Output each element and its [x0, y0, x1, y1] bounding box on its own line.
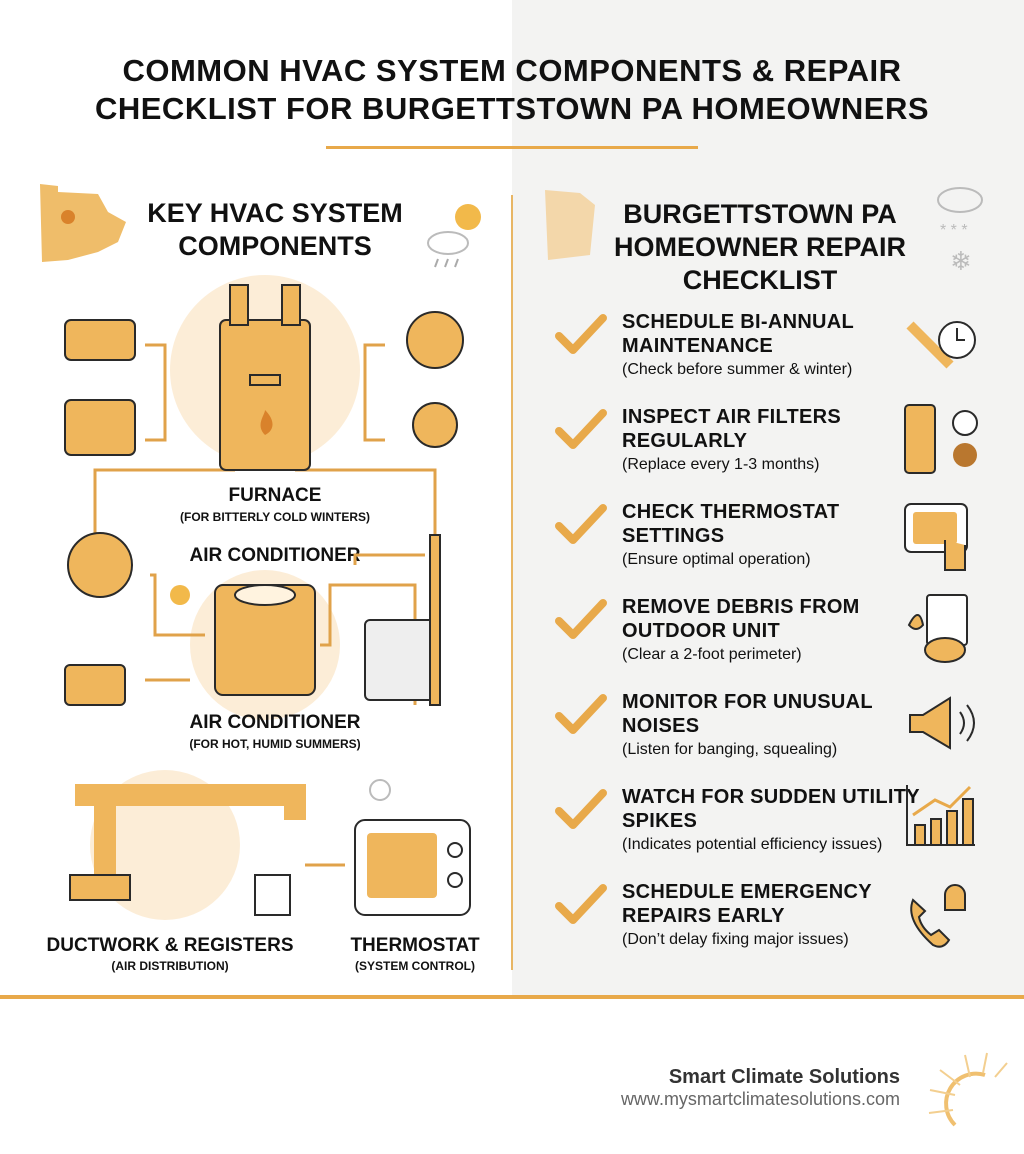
wrench-clock-icon — [905, 310, 980, 380]
checklist-heading: BURGETTSTOWN PA HOMEOWNER REPAIR CHECKLIST — [613, 199, 906, 295]
item-title: SCHEDULE BI-ANNUAL MAINTENANCE — [622, 311, 854, 357]
furnace-label: FURNACE — [228, 485, 322, 506]
furnace-diagram — [55, 270, 475, 480]
checklist-item — [555, 310, 1015, 400]
sun-outline-icon — [370, 780, 390, 800]
ductwork-label: DUCTWORK & REGISTERS — [46, 935, 294, 956]
page-title: COMMON HVAC SYSTEM COMPONENTS & REPAIR CHECKLIST FOR BURGETTSTOWN PA HOMEOWNERS — [94, 53, 930, 126]
checkmark-icon — [555, 502, 607, 546]
title-underline — [326, 146, 698, 149]
item-description: (Listen for banging, squealing) — [622, 741, 838, 758]
item-title: SCHEDULE EMERGENCY REPAIRS EARLY — [622, 881, 872, 927]
air-conditioner-diagram — [55, 525, 475, 715]
ductwork-sublabel: (AIR DISTRIBUTION) — [111, 959, 229, 973]
svg-text:* * *: * * * — [940, 222, 968, 239]
valve-pipe-icon — [430, 535, 440, 705]
item-title: INSPECT AIR FILTERS REGULARLY — [622, 406, 842, 452]
item-description: (Clear a 2-foot perimeter) — [622, 646, 802, 663]
air-filter-icon — [905, 405, 980, 475]
rising-chart-icon — [905, 785, 980, 855]
checklist-item — [555, 785, 1015, 875]
item-title: REMOVE DEBRIS FROM OUTDOOR UNIT — [622, 596, 860, 642]
brand-name: Smart Climate Solutions — [668, 1066, 900, 1088]
pump-icon — [65, 665, 125, 705]
checklist-item — [555, 405, 1015, 495]
brand-block — [621, 1066, 900, 1110]
burner-icon — [65, 320, 135, 360]
megaphone-icon — [905, 690, 980, 760]
item-title: MONITOR FOR UNUSUAL NOISES — [622, 691, 873, 737]
heat-exchanger-icon — [65, 400, 135, 455]
checkmark-icon — [555, 312, 607, 356]
phone-alarm-icon — [905, 880, 980, 950]
checkmark-icon — [555, 882, 607, 926]
item-description: (Don’t delay fixing major issues) — [622, 931, 849, 948]
air-conditioner-label: AIR CONDITIONER — [189, 712, 361, 733]
checklist-item — [555, 500, 1015, 590]
components-heading: KEY HVAC SYSTEM COMPONENTS — [147, 198, 403, 261]
register-icon — [70, 875, 130, 900]
column-divider — [511, 195, 513, 970]
checklist-item — [555, 595, 1015, 685]
checklist-item — [555, 690, 1015, 780]
brand-url[interactable]: www.mysmartclimatesolutions.com — [620, 1089, 900, 1109]
sun-logo-icon — [925, 1055, 1005, 1135]
checklist-item — [555, 880, 1015, 970]
sun-icon — [170, 585, 190, 605]
ductwork-thermostat-diagram — [55, 765, 475, 935]
checkmark-icon — [555, 692, 607, 736]
cloud-snow-icon — [930, 180, 990, 280]
item-description: (Ensure optimal operation) — [622, 551, 811, 568]
item-description: (Check before summer & winter) — [622, 361, 853, 378]
furnace-sublabel: (FOR BITTERLY COLD WINTERS) — [180, 510, 370, 524]
air-conditioner-sublabel: (FOR HOT, HUMID SUMMERS) — [189, 737, 361, 751]
item-description: (Replace every 1-3 months) — [622, 456, 820, 473]
thermostat-label: THERMOSTAT — [350, 935, 480, 956]
checkmark-icon — [555, 597, 607, 641]
thermostat-touch-icon — [905, 500, 980, 570]
furnace-icon — [220, 320, 310, 470]
blower-fan-icon — [413, 403, 457, 447]
svg-text:❄: ❄ — [950, 246, 972, 276]
checkmark-icon — [555, 787, 607, 831]
blower-icon — [68, 533, 132, 597]
cleaning-leaves-icon — [905, 595, 980, 665]
item-description: (Indicates potential efficiency issues) — [622, 836, 883, 853]
item-title: WATCH FOR SUDDEN UTILITY SPIKES — [622, 786, 920, 832]
footer-divider — [0, 995, 1024, 999]
coil-icon — [365, 620, 435, 700]
air-conditioner-heading: AIR CONDITIONER — [189, 545, 361, 566]
checkmark-icon — [555, 407, 607, 451]
blower-wheel-icon — [407, 312, 463, 368]
pennsylvania-map-pin-icon — [38, 182, 128, 267]
item-title: CHECK THERMOSTAT SETTINGS — [622, 501, 840, 547]
vent-grille-icon — [255, 875, 290, 915]
thermostat-sublabel: (SYSTEM CONTROL) — [355, 959, 475, 973]
sun-cloud-rain-icon — [420, 195, 500, 275]
